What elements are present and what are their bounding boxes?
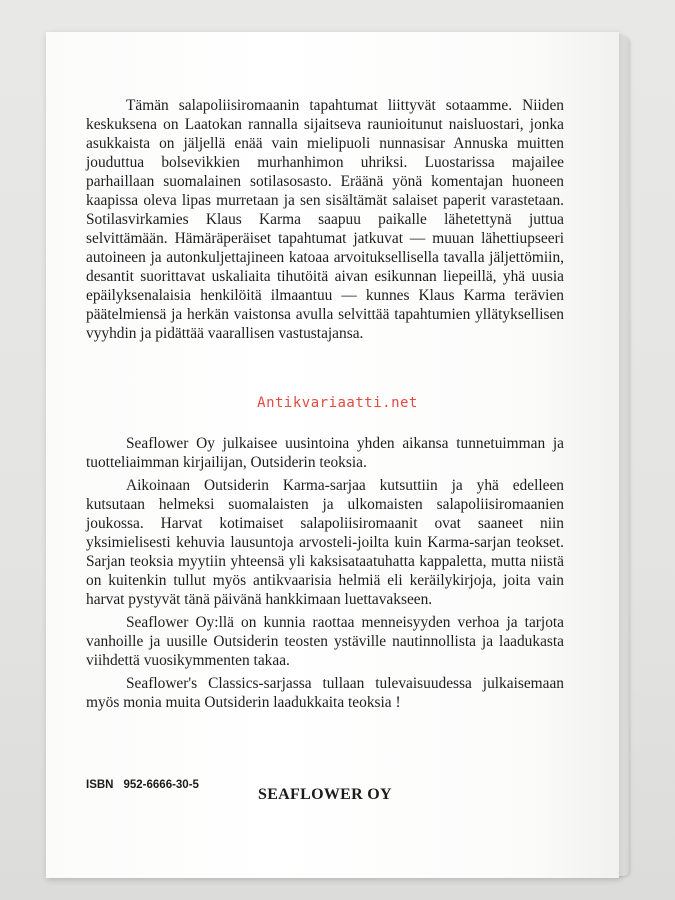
publisher-name: SEAFLOWER OY xyxy=(258,786,392,803)
publisher-paragraph-2: Aikoinaan Outsiderin Karma-sarjaa kutsuttiin ja yhä edelleen kutsutaan helmeksi suomalaisten ja ulkomaisten salapoliisiromaanien joukossa. Harvat kotimaiset salapoliisiromaanit ovat saaneet niin yksimielisesti kehuvia lausuntoja arvosteli-joilta kuin Karma-sarjan teokset. Sarjan teoksia myytiin yhteensä yli kaksisataatuhatta kappaletta, mutta niistä on kuitenkin tullut myös antikvaarisia helmiä eli keräilykirjoja, joita vain harvat pystyvät tänä päivänä hankkimaan luettavakseen. xyxy=(86,477,564,608)
watermark-text: Antikvariaatti.net xyxy=(257,395,418,411)
isbn-number: 952-6666-30-5 xyxy=(123,779,199,791)
publisher-paragraph-3: Seaflower Oy:llä on kunnia raottaa menneisyyden verhoa ja tarjota vanhoille ja uusille Outsiderin teosten ystäville nautinnollista ja laadukasta viihdettä vuosikymmenten takaa. xyxy=(86,614,564,669)
blurb-paragraph: Tämän salapoliisiromaanin tapahtumat liittyvät sotaamme. Niiden keskuksena on Laatokan rannalla sijaitseva raunioitunut naisluostari, jonka asukkaista on jäljellä enää vain mielipuoli nunnasisar Annuska muitten jouduttua bolsevikkien murhanhimon uhriksi. Luostarissa majailee parhaillaan suomalainen sotilasosasto. Eräänä yönä komentajan huoneen kaapissa oleva lipas murretaan ja sen sisältämät salaiset paperit varastetaan. Sotilasvirkamies Klaus Karma saapuu paikalle lähetettynä juttua selvittämään. Hämäräperäiset tapahtumat jatkuvat — muuan lähettiupseeri autoineen ja autonkuljettajineen katoaa arvoituksellisella tavalla jäljettömiin, desantit suorittavat uskaliaita tihutöitä aivan esikunnan liepeillä, yhä uusia epäilyksenalaisia henkilöitä ilmaantuu — kunnes Klaus Karma terävien päätelmiensä ja herkän vaistonsa avulla selvittää tapahtumien yllätyksellisen vyyhdin ja pidättää vaarallisen vastustajansa. xyxy=(86,97,564,342)
isbn-line xyxy=(86,779,199,791)
publisher-section xyxy=(86,434,564,712)
isbn-label: ISBN xyxy=(86,779,114,791)
publisher-paragraph-4: Seaflower's Classics-sarjassa tullaan tulevaisuudessa julkaisemaan myös monia muita Outsiderin laadukkaita teoksia ! xyxy=(86,675,564,711)
publisher-paragraph-1: Seaflower Oy julkaisee uusintoina yhden aikansa tunnetuimman ja tuotteliaimman kirjailijan, Outsiderin teoksia. xyxy=(86,435,564,471)
blurb-section xyxy=(86,96,564,343)
